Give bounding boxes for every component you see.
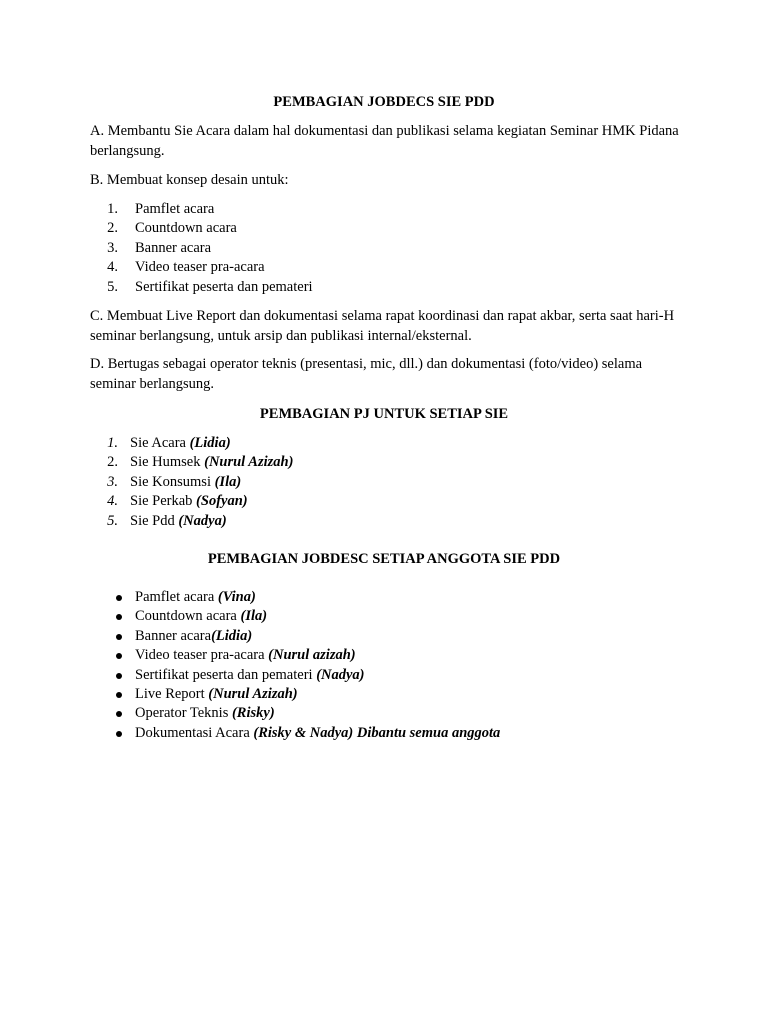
bullet-icon (116, 692, 122, 698)
list-item: 2. Countdown acara (107, 220, 237, 237)
paragraph-d: D. Bertugas sebagai operator teknis (presentasi, mic, dll.) dan dokumentasi (foto/video) selama seminar berlangsung. (90, 356, 643, 392)
heading-jobdecs-sie-pdd: PEMBAGIAN JOBDECS SIE PDD (273, 94, 495, 110)
list-item: 5. Sertifikat peserta dan pemateri (107, 278, 313, 295)
paragraph-a: A. Membantu Sie Acara dalam hal dokumentasi dan publikasi selama kegiatan Seminar HMK Pidana berlangsung. (90, 123, 679, 159)
list-item: 5. Sie Pdd (Nadya) (107, 512, 227, 529)
list-item: Sertifikat peserta dan pemateri (Nadya) (90, 666, 680, 685)
pj-list (90, 434, 680, 531)
list-item: Live Report (Nurul Azizah) (90, 685, 680, 704)
heading-jobdesc-anggota: PEMBAGIAN JOBDESC SETIAP ANGGOTA SIE PDD (207, 551, 561, 567)
list-item: 3. Sie Konsumsi (Ila) (107, 473, 242, 490)
bullet-icon (116, 614, 122, 620)
list-item: 2. Sie Humsek (Nurul Azizah) (107, 454, 294, 471)
list-item: Video teaser pra-acara (Nurul azizah) (90, 646, 680, 665)
paragraph-b: B. Membuat konsep desain untuk: (90, 172, 289, 188)
bullet-icon (116, 634, 122, 640)
member-jobdesc-list (90, 588, 680, 743)
bullet-icon (116, 595, 122, 601)
list-item: Banner acara(Lidia) (90, 627, 680, 646)
design-concept-list (90, 200, 680, 297)
list-item: 3. Banner acara (107, 239, 212, 256)
list-item: 4. Video teaser pra-acara (107, 259, 265, 276)
list-item: 1. Pamflet acara (107, 201, 215, 217)
bullet-icon (116, 711, 122, 717)
list-item: 1. Sie Acara (Lidia) (107, 435, 231, 451)
bullet-icon (116, 673, 122, 679)
list-item: Pamflet acara (Vina) (90, 588, 680, 607)
list-item: Countdown acara (Ila) (90, 607, 680, 626)
list-item: 4. Sie Perkab (Sofyan) (107, 493, 248, 510)
paragraph-c: C. Membuat Live Report dan dokumentasi selama rapat koordinasi dan rapat akbar, serta saat hari-H seminar berlangsung, untuk arsip dan publikasi internal/eksternal. (90, 308, 675, 344)
list-item: Operator Teknis (Risky) (90, 704, 680, 723)
list-item: Dokumentasi Acara (Risky & Nadya) Dibantu semua anggota (90, 724, 680, 743)
bullet-icon (116, 731, 122, 737)
bullet-icon (116, 653, 122, 659)
heading-pj-setiap-sie: PEMBAGIAN PJ UNTUK SETIAP SIE (259, 406, 509, 422)
